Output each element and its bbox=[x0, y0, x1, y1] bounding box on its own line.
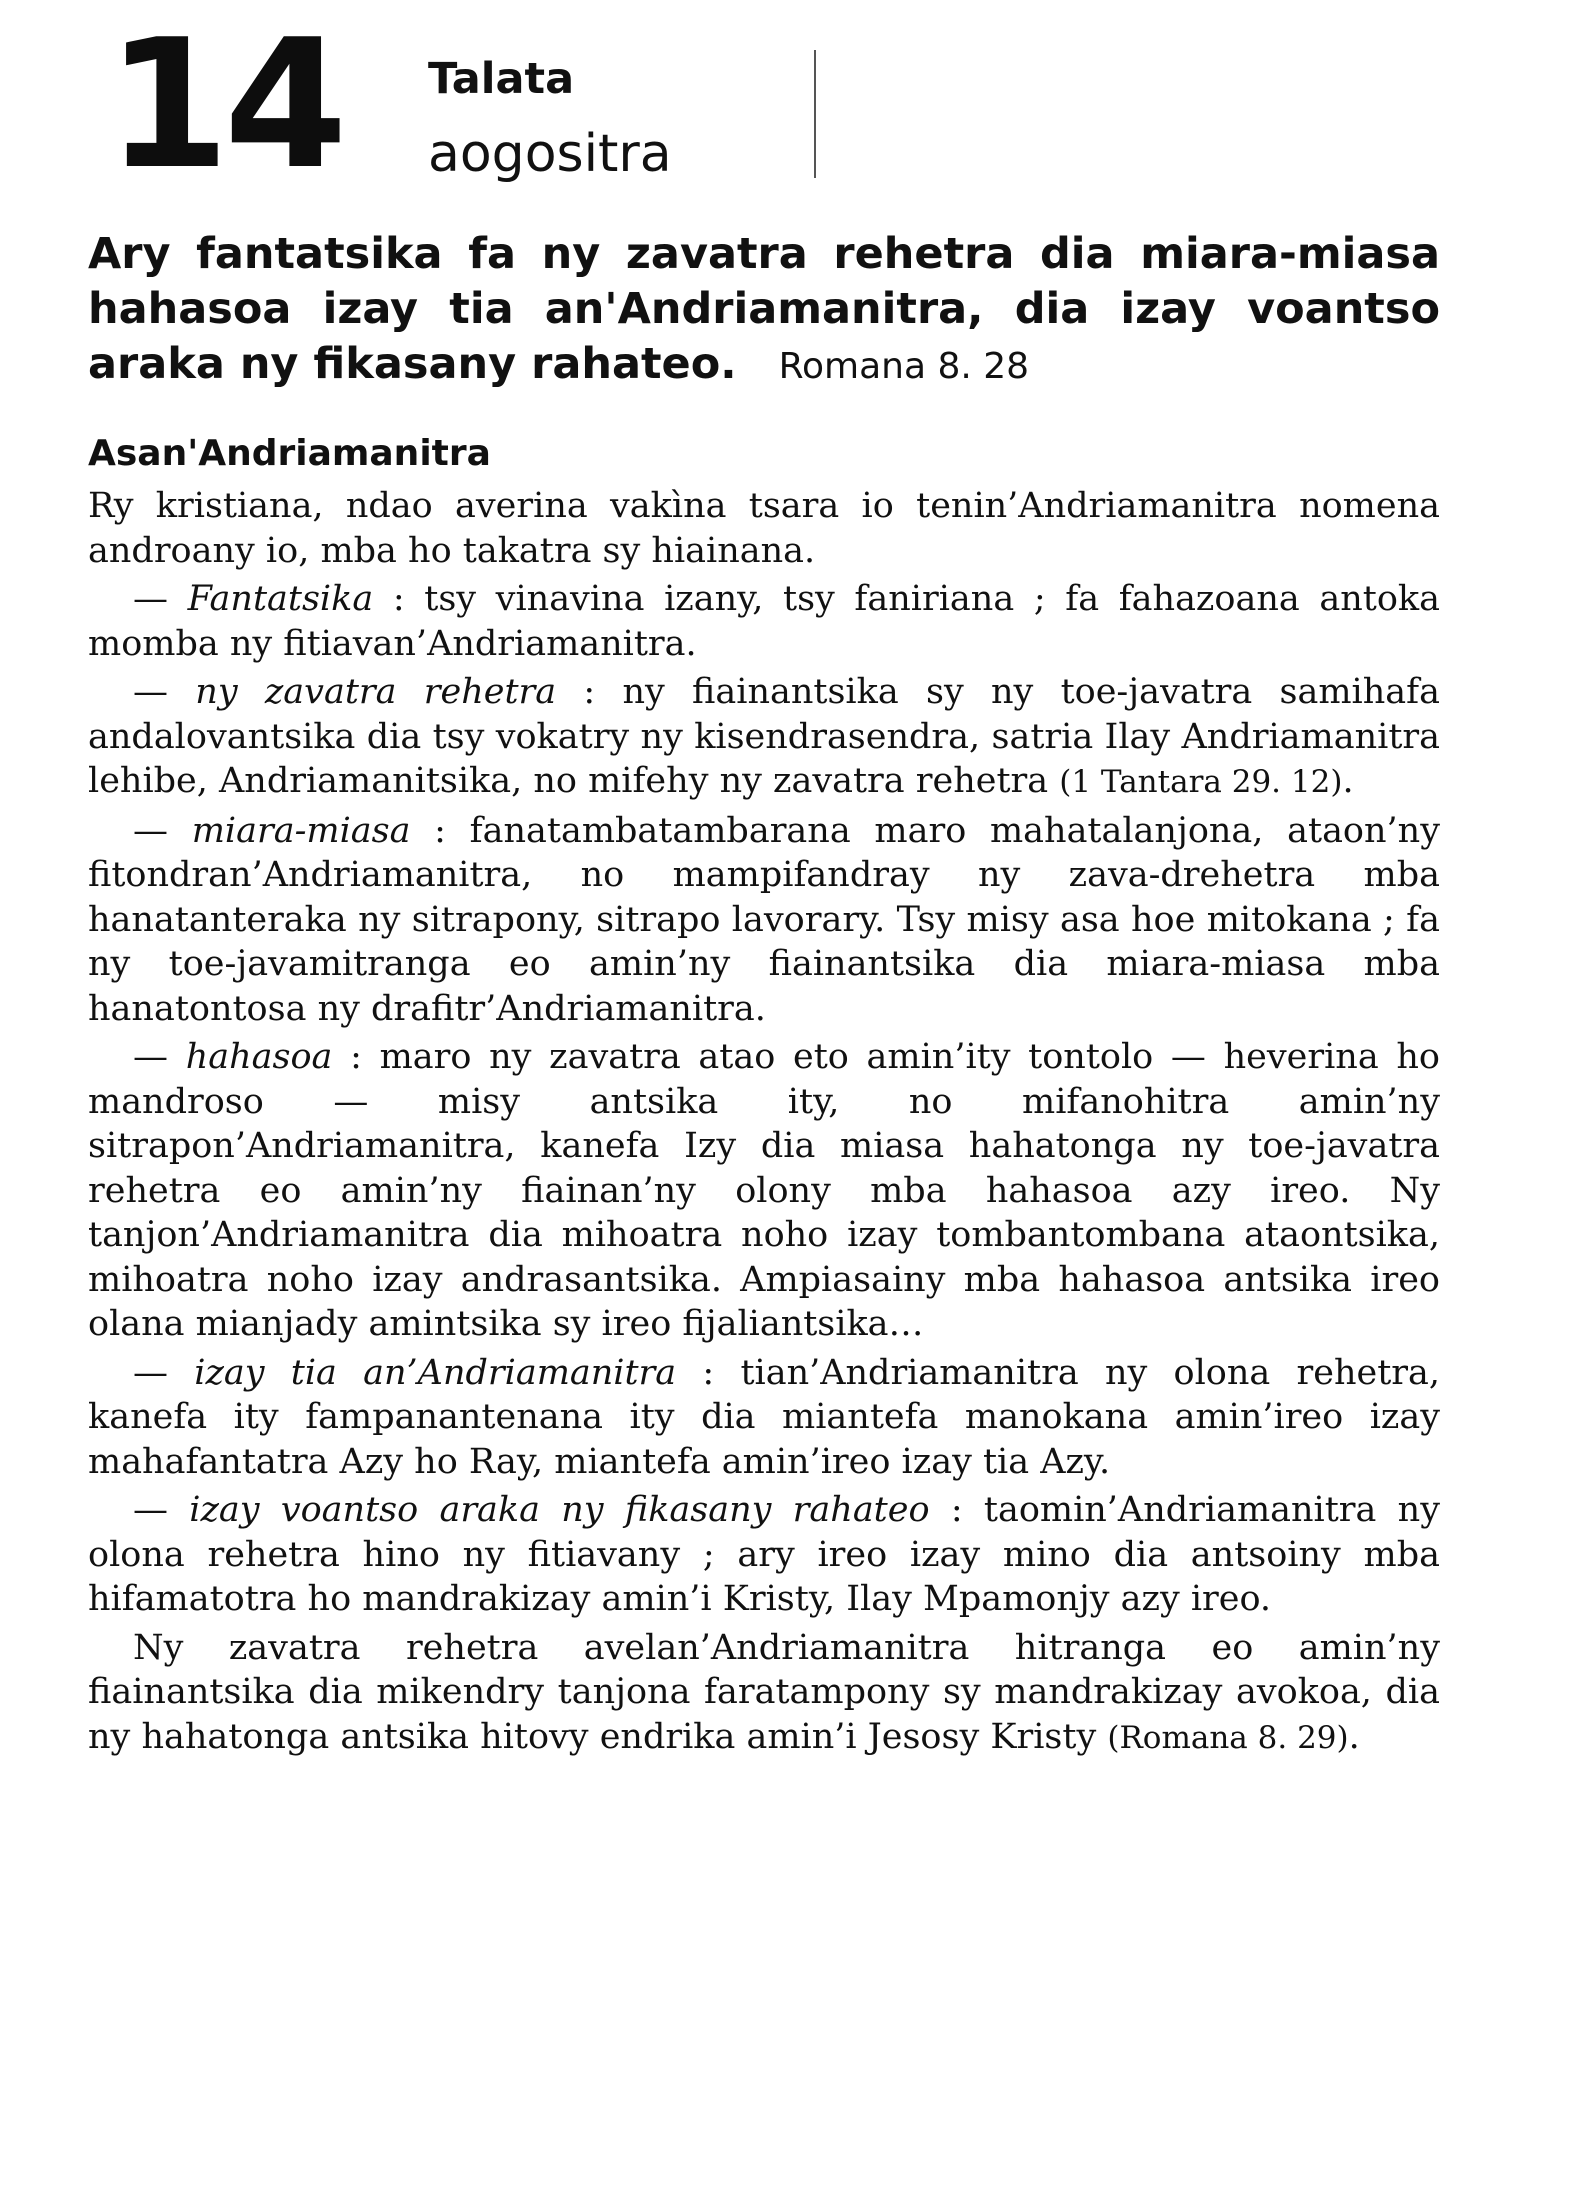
header-divider bbox=[814, 50, 816, 178]
paragraph-text: : ny fiainantsika sy ny toe-javatra samihafa andalovantsika dia tsy vokatry ny kisendrasendra, satria Ilay Andriamanitra lehibe, Andriamanitsika, no mifehy ny zavatra rehetra bbox=[88, 672, 1440, 801]
em-dash: — bbox=[133, 672, 168, 712]
paragraph-text: : tsy vinavina izany, tsy faniriana ; fa fahazoana antoka momba ny fitiavan’Andriamanitra. bbox=[88, 579, 1440, 664]
paragraph-text: : taomin’Andriamanitra ny olona rehetra hino ny fitiavany ; ary ireo izay mino dia antsoiny mba hifamatotra ho mandrakizay amin’i Kristy, Ilay Mpamonjy azy ireo. bbox=[88, 1490, 1440, 1619]
paragraph bbox=[88, 809, 1440, 1032]
paragraph-end: . bbox=[1342, 761, 1354, 801]
paragraph bbox=[88, 670, 1440, 805]
paragraph-end: . bbox=[1348, 1716, 1360, 1757]
paragraph bbox=[88, 1488, 1440, 1622]
day-number: 14 bbox=[106, 1, 342, 208]
weekday: Talata bbox=[428, 54, 575, 104]
term: izay voantso araka ny fikasany rahateo bbox=[189, 1490, 930, 1530]
paragraph-text: : maro ny zavatra atao eto amin’ity tontolo — heverina ho mandroso — misy antsika ity, no mifanohitra amin’ny sitrapon’Andriamanitra, kanefa Izy dia miasa hahatonga ny toe-javatra rehetra eo amin’ny fiainan’ny olony mba hahasoa azy ireo. Ny tanjon’Andriamanitra dia mihoatra noho izay tombantombana ataontsika, mihoatra noho izay andrasantsika. Ampiasainy mba hahasoa antsika ireo olana mianjady amintsika sy ireo fijaliantsika… bbox=[88, 1037, 1440, 1344]
verse-reference: Romana 8. 28 bbox=[778, 346, 1030, 387]
paragraph bbox=[88, 577, 1440, 666]
paragraph bbox=[88, 1351, 1440, 1485]
month: aogositra bbox=[428, 124, 672, 184]
paragraph-text: Ry kristiana, ndao averina vakìna tsara io tenin’Andriamanitra nomena androany io, mba ho takatra sy hiainana. bbox=[88, 486, 1440, 571]
term: Fantatsika bbox=[187, 579, 374, 619]
paragraph-text: Ny zavatra rehetra avelan’Andriamanitra hitranga eo amin’ny fiainantsika dia mikendry tanjona faratampony sy mandrakizay avokoa, dia ny hahatonga antsika hitovy endrika amin’i Jesosy Kristy bbox=[88, 1627, 1440, 1757]
em-dash: — bbox=[133, 1352, 168, 1393]
scripture-verse bbox=[88, 227, 1440, 394]
date-header bbox=[88, 0, 1440, 208]
bible-reference: (Romana 8. 29) bbox=[1107, 1719, 1349, 1756]
em-dash: — bbox=[133, 1037, 168, 1077]
paragraph bbox=[88, 484, 1440, 573]
term: hahasoa bbox=[185, 1037, 333, 1077]
bible-reference: (1 Tantara 29. 12) bbox=[1059, 764, 1343, 800]
section-title: Asan'Andriamanitra bbox=[88, 433, 491, 474]
paragraph-text: : fanatambatambarana maro mahatalanjona, ataon’ny fitondran’Andriamanitra, no mampifandray ny zava-drehetra mba hanatanteraka ny sitrapony, sitrapo lavorary. Tsy misy asa hoe mitokana ; fa ny toe-javamitranga eo amin’ny fiainantsika dia miara-miasa mba hanatontosa ny drafitr’Andriamanitra. bbox=[88, 810, 1440, 1029]
verse-text: Ary fantatsika fa ny zavatra rehetra dia miara-miasa hahasoa izay tia an'Andriamanitra, dia izay voantso araka ny fikasany rahateo. bbox=[88, 229, 1440, 389]
devotional-page bbox=[88, 0, 1440, 1764]
term: ny zavatra rehetra bbox=[195, 672, 557, 712]
body-text bbox=[88, 484, 1440, 1760]
term: izay tia an’Andriamanitra bbox=[194, 1352, 677, 1393]
em-dash: — bbox=[133, 579, 168, 619]
term: miara-miasa bbox=[191, 810, 411, 851]
paragraph bbox=[88, 1626, 1440, 1761]
em-dash: — bbox=[133, 810, 168, 851]
em-dash: — bbox=[133, 1490, 168, 1530]
paragraph bbox=[88, 1035, 1440, 1347]
paragraph-text: : tian’Andriamanitra ny olona rehetra, kanefa ity fampanantenana ity dia miantefa manokana amin’ireo izay mahafantatra Azy ho Ray, miantefa amin’ireo izay tia Azy. bbox=[88, 1352, 1440, 1482]
